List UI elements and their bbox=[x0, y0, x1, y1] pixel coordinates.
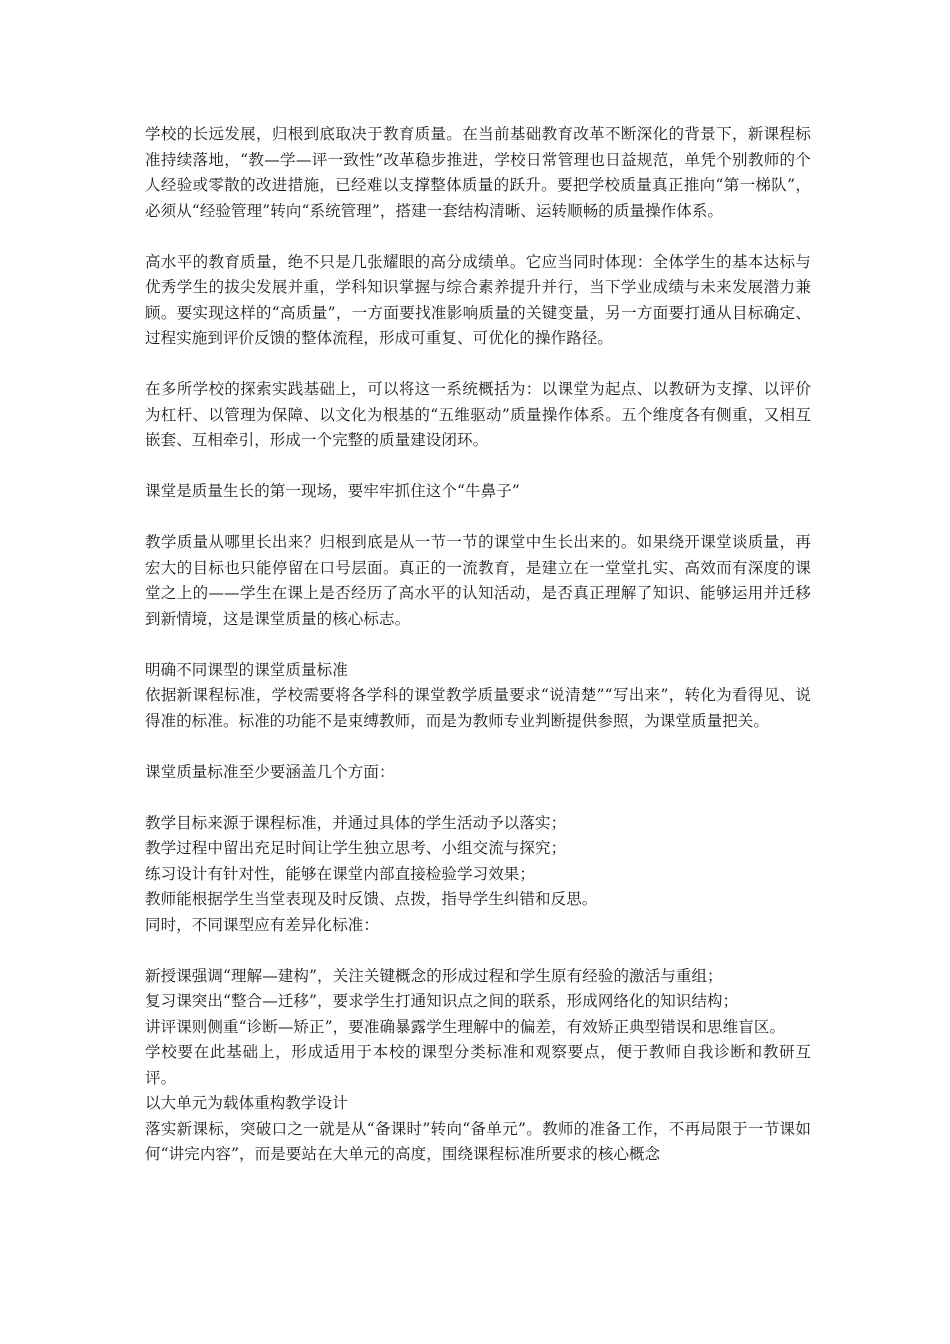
paragraph-quality-definition: 高水平的教育质量，绝不只是几张耀眼的高分成绩单。它应当同时体现：全体学生的基本达标与优秀学生的拔尖发展并重，学科知识掌握与综合素养提升并行，当下学业成绩与未来发展潜力兼顾。要实现这样的“高质量”，一方面要找准影响质量的关键变量，另一方面要打通从目标确定、过程实施到评价反馈的整体流程，形成可重复、可优化的操作路径。 bbox=[145, 252, 811, 347]
paragraph-gap bbox=[145, 785, 811, 811]
list-item: 新授课强调“理解—建构”，关注关键概念的形成过程和学生原有经验的激活与重组； bbox=[145, 966, 723, 985]
paragraph-gap bbox=[145, 454, 811, 480]
list-item: 教学目标来源于课程标准，并通过具体的学生活动予以落实； bbox=[145, 813, 567, 832]
subheading-classroom-standards: 明确不同课型的课堂质量标准 bbox=[145, 660, 348, 679]
paragraph-school-standards: 学校要在此基础上，形成适用于本校的课型分类标准和观察要点，便于教师自我诊断和教研互评。 bbox=[145, 1043, 811, 1087]
paragraph-gap bbox=[145, 224, 811, 250]
paragraph-gap bbox=[145, 352, 811, 378]
paragraph-unit-design: 落实新课标，突破口之一就是从“备课时”转向“备单元”。教师的准备工作，不再局限于一节课如何“讲完内容”，而是要站在大单元的高度，围绕课程标准所要求的核心概念 bbox=[145, 1119, 811, 1163]
list-item: 练习设计有针对性，能够在课堂内部直接检验学习效果； bbox=[145, 864, 536, 883]
paragraph-intro: 学校的长远发展，归根到底取决于教育质量。在当前基础教育改革不断深化的背景下，新课程标准持续落地，“教—学—评一致性”改革稳步推进，学校日常管理也日益规范，单凭个别教师的个人经验或零散的改进措施，已经难以支撑整体质量的跃升。要把学校质量真正推向“第一梯队”，必须从“经验管理”转向“系统管理”，搭建一套结构清晰、运转顺畅的质量操作体系。 bbox=[145, 125, 811, 220]
list-item: 教学过程中留出充足时间让学生独立思考、小组交流与探究； bbox=[145, 839, 567, 857]
paragraph-gap bbox=[145, 938, 811, 964]
paragraph-gap bbox=[145, 632, 811, 658]
paragraph-gap bbox=[145, 505, 811, 531]
document-body bbox=[145, 122, 811, 1168]
section-heading-classroom: 课堂是质量生长的第一现场，要牢牢抓住这个“牛鼻子” bbox=[145, 482, 520, 500]
list-item: 复习课突出“整合—迁移”，要求学生打通知识点之间的联系，形成网络化的知识结构； bbox=[145, 992, 739, 1010]
paragraph-standards-aspects: 课堂质量标准至少要涵盖几个方面： bbox=[145, 762, 395, 781]
subheading-unit-design: 以大单元为载体重构教学设计 bbox=[145, 1094, 348, 1112]
paragraph-five-dimensions: 在多所学校的探索实践基础上，可以将这一系统概括为：以课堂为起点、以教研为支撑、以评价为杠杆、以管理为保障、以文化为根基的“五维驱动”质量操作体系。五个维度各有侧重，又相互嵌套、互相牵引，形成一个完整的质量建设闭环。 bbox=[145, 380, 811, 449]
paragraph-gap bbox=[145, 734, 811, 760]
paragraph-differentiated-intro: 同时，不同课型应有差异化标准： bbox=[145, 915, 380, 934]
list-item: 教师能根据学生当堂表现及时反馈、点拨，指导学生纠错和反思。 bbox=[145, 890, 598, 908]
paragraph-classroom-origin: 教学质量从哪里长出来？归根到底是从一节一节的课堂中生长出来的。如果绕开课堂谈质量，再宏大的目标也只能停留在口号层面。真正的一流教育，是建立在一堂堂扎实、高效而有深度的课堂之上的——学生在课上是否经历了高水平的认知活动，是否真正理解了知识、能够运用并迁移到新情境，这是课堂质量的核心标志。 bbox=[145, 533, 811, 628]
paragraph-standards-basis: 依据新课程标准，学校需要将各学科的课堂教学质量要求“说清楚”“写出来”，转化为看得见、说得准的标准。标准的功能不是束缚教师，而是为教师专业判断提供参照，为课堂质量把关。 bbox=[145, 686, 811, 730]
list-item: 讲评课则侧重“诊断—矫正”，要准确暴露学生理解中的偏差，有效矫正典型错误和思维盲区。 bbox=[145, 1017, 786, 1036]
